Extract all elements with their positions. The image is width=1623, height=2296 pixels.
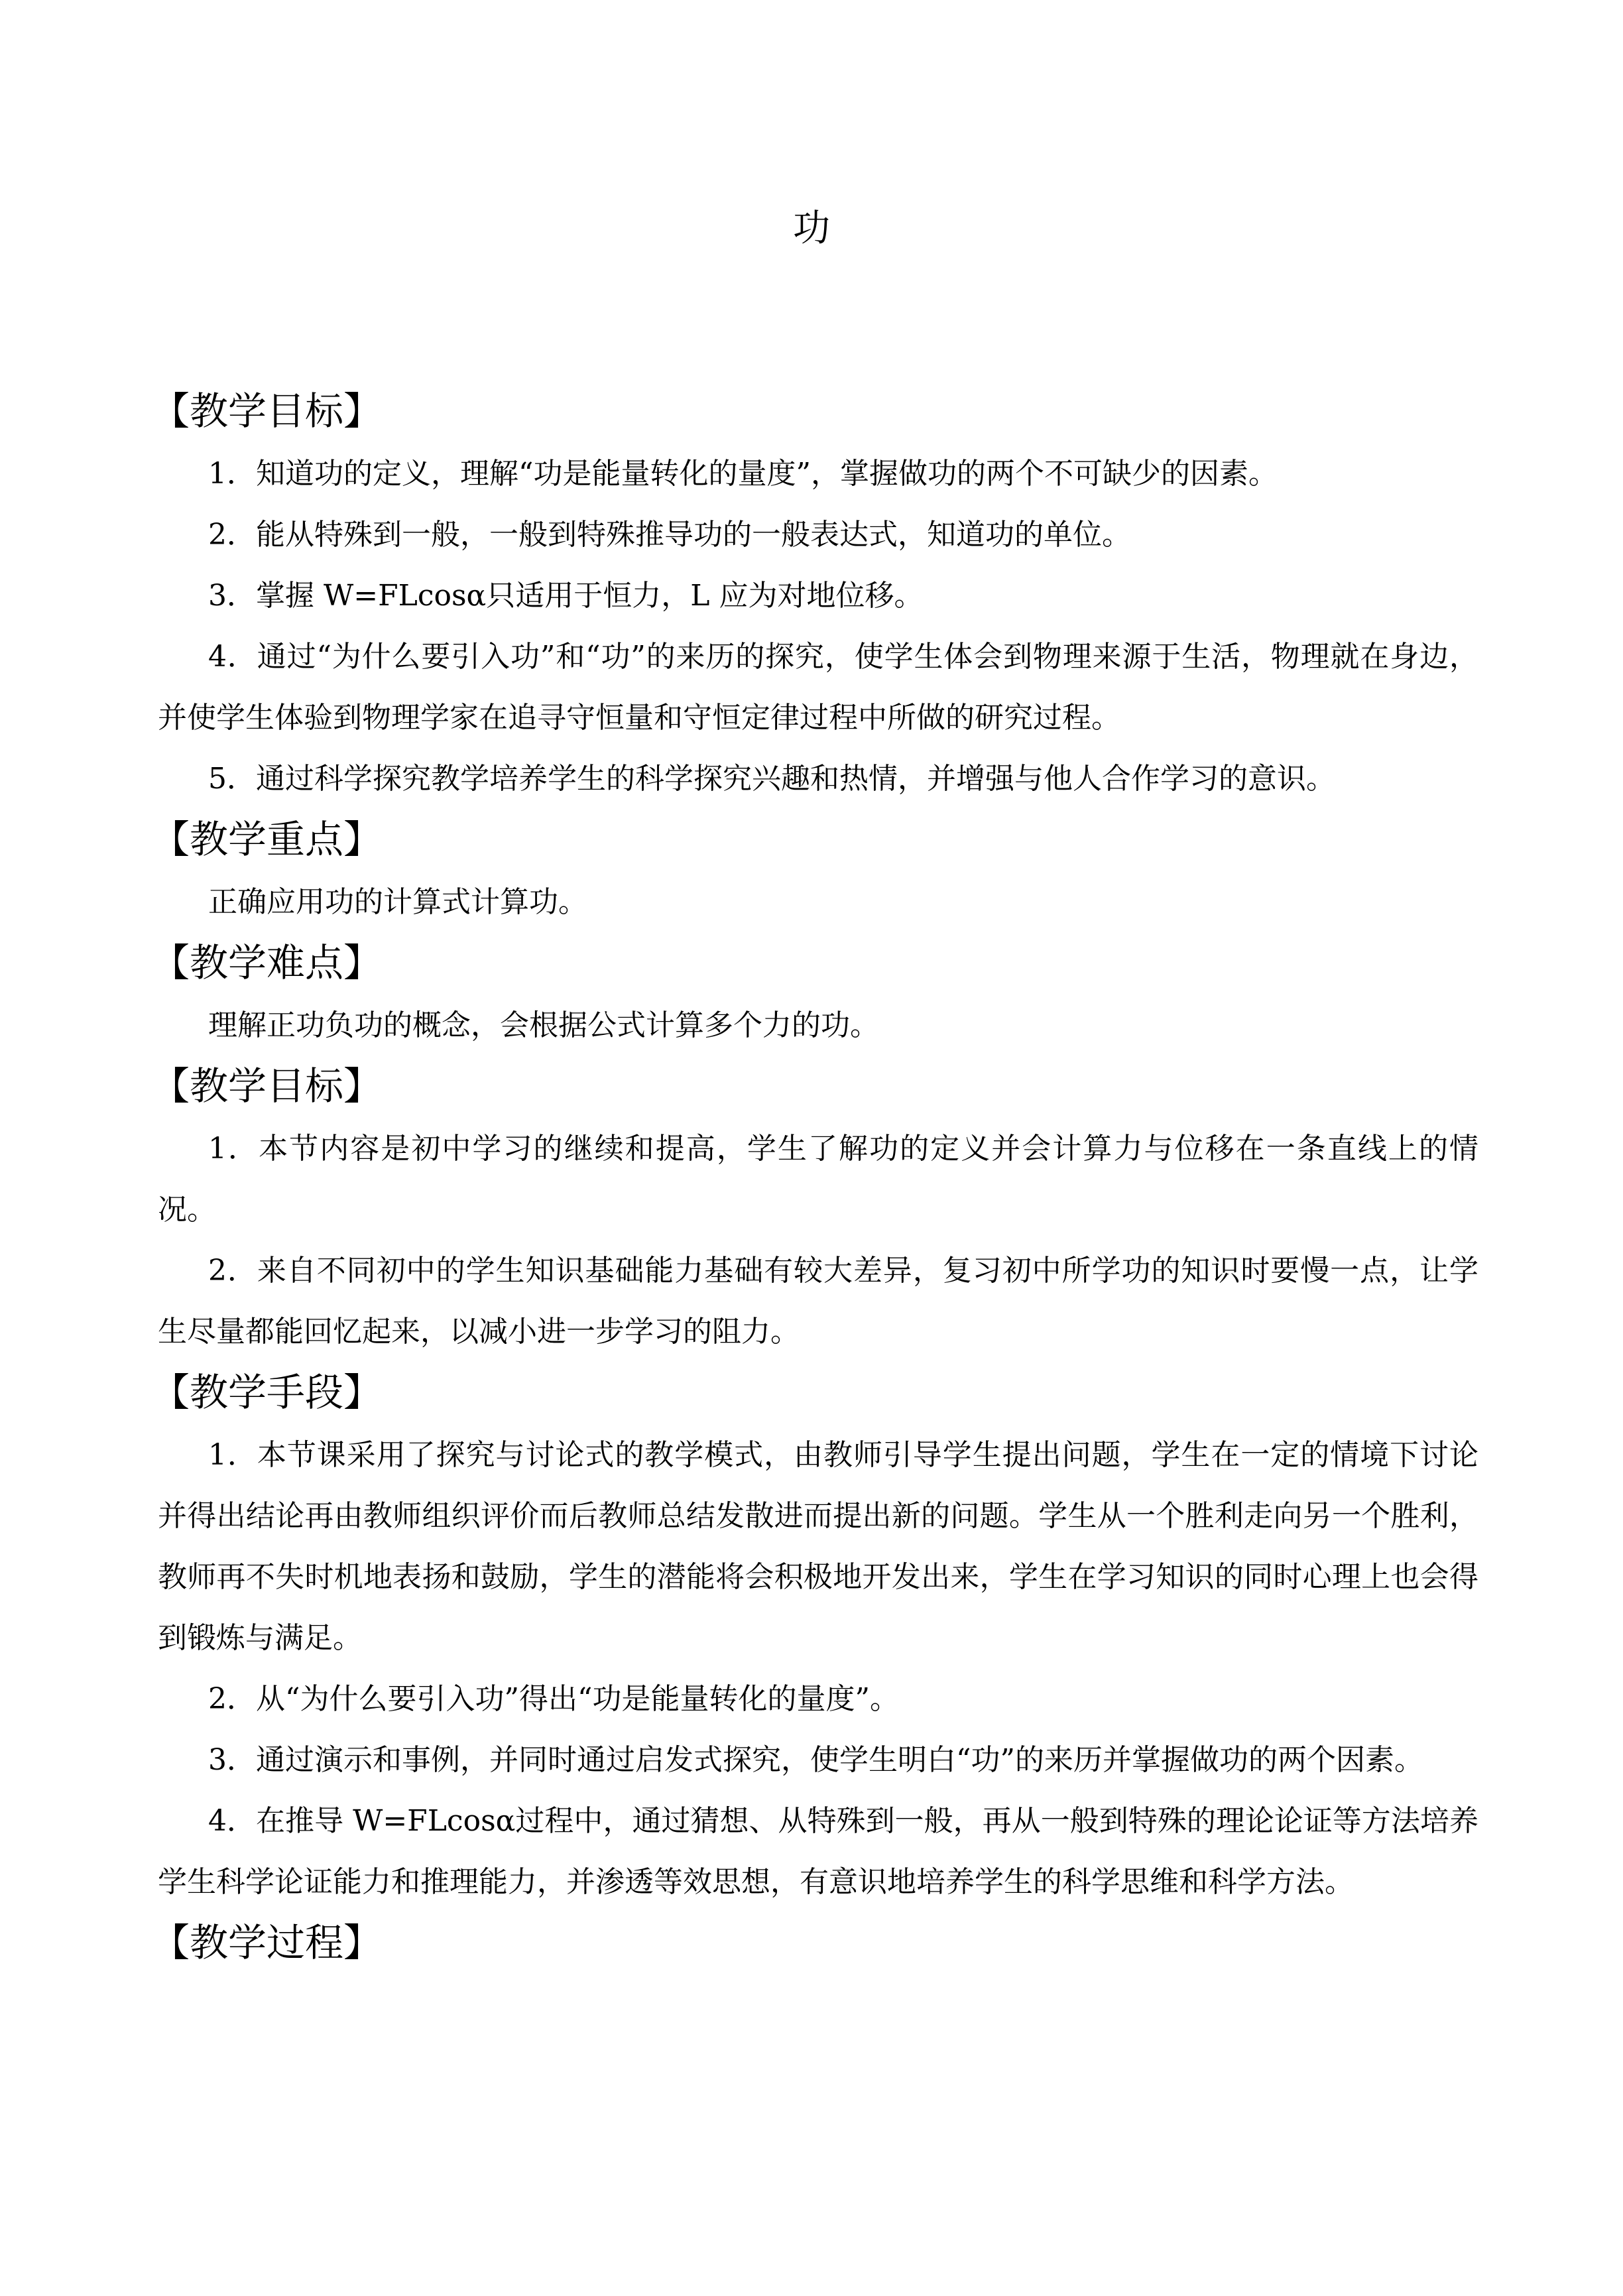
section-teaching-objectives [151,381,1478,810]
paragraph: 4．在推导 W=FLcosα过程中，通过猜想、从特殊到一般，再从一般到特殊的理论论证等方法培养学生科学论证能力和推理能力，并渗透等效思想，有意识地培养学生的科学思维和科学方法。 [158,1804,1478,1899]
section-heading: 【教学重点】 [151,817,383,862]
paragraph: 3．通过演示和事例，并同时通过启发式探究，使学生明白“功”的来历并掌握做功的两个因素。 [208,1743,1423,1777]
section-heading: 【教学目标】 [151,389,383,434]
paragraph: 3．掌握 W=FLcosα只适用于恒力，L 应为对地位移。 [208,579,924,613]
paragraph: 2．能从特殊到一般，一般到特殊推导功的一般表达式，知道功的单位。 [208,518,1131,552]
paragraph: 2．从“为什么要引入功”得出“功是能量转化的量度”。 [208,1682,899,1716]
section-teaching-objectives-2 [151,1056,1478,1362]
section-heading: 【教学过程】 [151,1920,383,1965]
paragraph: 5．通过科学探究教学培养学生的科学探究兴趣和热情，并增强与他人合作学习的意识。 [208,762,1335,796]
paragraph: 1．本节课采用了探究与讨论式的教学模式，由教师引导学生提出问题，学生在一定的情境下讨论并得出结论再由教师组织评价而后教师总结发散进而提出新的问题。学生从一个胜利走向另一个胜利，教师再不失时机地表扬和鼓励，学生的潜能将会积极地开发出来，学生在学习知识的同时心理上也会得到锻炼与满足。 [158,1438,1478,1655]
paragraph: 1．本节内容是初中学习的继续和提高，学生了解功的定义并会计算力与位移在一条直线上的情况。 [158,1132,1478,1227]
section-difficulties [151,933,1478,1056]
section-teaching-methods [151,1362,1478,1913]
page-title: 功 [793,207,830,250]
document-body [151,381,1478,1975]
section-heading: 【教学目标】 [151,1063,383,1109]
paragraph: 4．通过“为什么要引入功”和“功”的来历的探究，使学生体会到物理来源于生活，物理就在身边，并使学生体验到物理学家在追寻守恒量和守恒定律过程中所做的研究过程。 [158,640,1478,735]
paragraph: 正确应用功的计算式计算功。 [208,885,587,919]
section-heading: 【教学难点】 [151,940,383,985]
paragraph: 2．来自不同初中的学生知识基础能力基础有较大差异，复习初中所学功的知识时要慢一点，让学生尽量都能回忆起来，以减小进一步学习的阻力。 [158,1254,1478,1349]
paragraph: 1．知道功的定义，理解“功是能量转化的量度”，掌握做功的两个不可缺少的因素。 [208,457,1278,491]
paragraph: 理解正功负功的概念，会根据公式计算多个力的功。 [208,1008,879,1042]
section-teaching-process [151,1913,1478,1972]
section-heading: 【教学手段】 [151,1370,383,1415]
section-key-points [151,810,1478,933]
